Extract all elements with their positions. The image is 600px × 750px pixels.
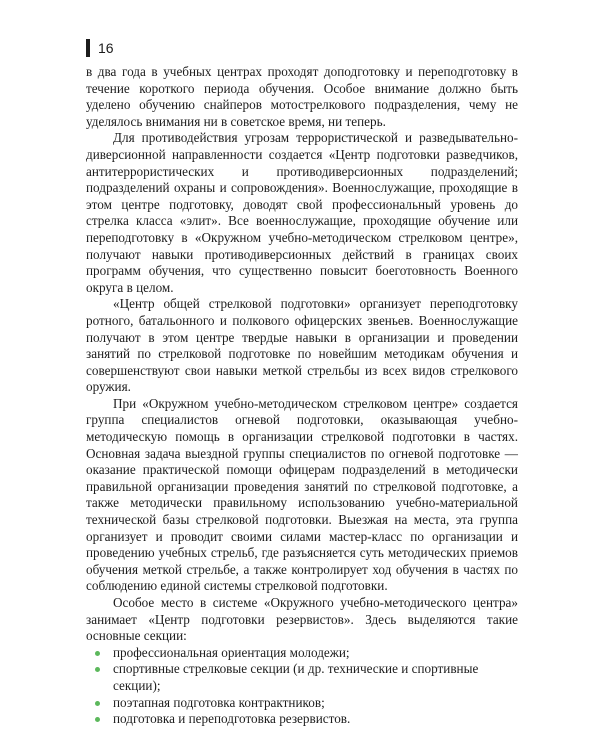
bullet-text: профессиональная ориентация молодежи;	[113, 644, 350, 660]
header-bar	[86, 39, 90, 57]
body-text	[86, 64, 518, 728]
paragraph: Для противодействия угрозам террористической и разведывательно-диверсионной направленности создается «Центр подготовки разведчиков, антитеррористических и противодиверсионных подразделений; подразделений охраны и сопровождения». Военнослужащие, проходящие в этом центре подготовку, доводят свой профессиональный уровень до стрелка класса «элит». Все военнослужащие, проходящие обучение или переподготовку в «Окружном учебно-методическом стрелковом центре», получают навыки противодиверсионных действий в границах своих программ обучения, что существенно повысит боеготовность Военного округа в целом.	[86, 130, 518, 295]
paragraph-continuation: в два года в учебных центрах проходят доподготовку и переподготовку в течение короткого периода обучения. Особое внимание должно быть уделено обучению снайперов мотострелкового подразделения, чему не уделялось внимания ни в советское время, ни теперь.	[86, 64, 518, 129]
bullet-dot-icon	[95, 717, 100, 722]
bullet-list	[86, 645, 518, 728]
paragraph: «Центр общей стрелковой подготовки» организует переподготовку ротного, батальонного и полкового офицерских звеньев. Военнослужащие получают в этом центре твердые навыки в организации и проведении занятий по стрелковой подготовке по новейшим методикам обучения и совершенствуют свои навыки меткой стрельбы из всех видов стрелкового оружия.	[86, 296, 518, 395]
bullet-text: спортивные стрелковые секции (и др. технические и спортивные секции);	[113, 661, 479, 693]
bullet-dot-icon	[95, 701, 100, 706]
bullet-dot-icon	[95, 651, 100, 656]
bullet-item	[86, 711, 518, 728]
bullet-item	[86, 695, 518, 712]
bullet-item	[86, 661, 518, 694]
page-number: 16	[98, 40, 114, 56]
paragraph: При «Окружном учебно-методическом стрелковом центре» создается группа специалистов огневой подготовки, оказывающая учебно-методическую помощь в организации стрелковой подготовки в частях. Основная задача выездной группы специалистов по огневой подготовке — оказание практической помощи офицерам подразделений в методически правильной организации проведения занятий по стрелковой подготовке, а также методически правильному использованию учебно-материальной технической базы стрелковой подготовки. Выезжая на места, эта группа организует и проводит своими силами мастер-класс по организации и проведению учебных стрельб, где разъясняется суть методических приемов обучения меткой стрельбе, а также контролирует ход обучения в частях по соблюдению единой системы стрелковой подготовки.	[86, 395, 518, 594]
bullet-item	[86, 645, 518, 662]
bullet-text: подготовка и переподготовка резервистов.	[113, 711, 351, 727]
bullet-dot-icon	[95, 667, 100, 672]
paragraph: Особое место в системе «Окружного учебно-методического центра» занимает «Центр подготовки резервистов». Здесь выделяются такие основные секции:	[86, 595, 518, 644]
page-header	[86, 38, 114, 58]
bullet-text: поэтапная подготовка контрактников;	[113, 694, 325, 710]
